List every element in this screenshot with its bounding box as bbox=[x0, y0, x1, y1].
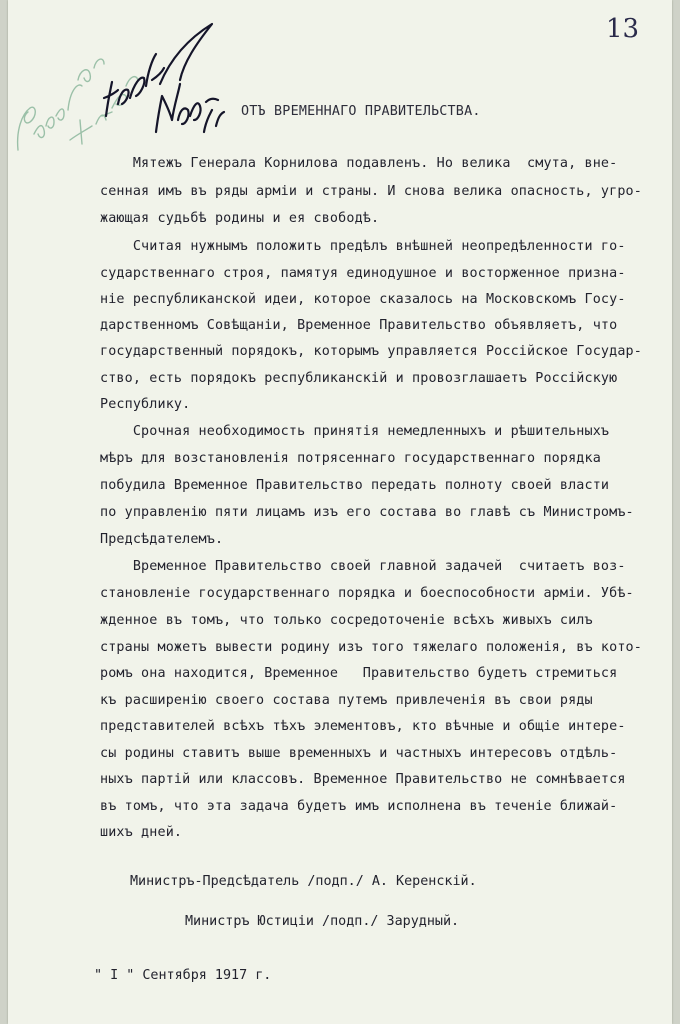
signature-prime-minister: Министръ-Предсѣдатель /подп./ А. Керенскій. bbox=[130, 874, 477, 889]
body-line: шихъ дней. bbox=[100, 825, 183, 840]
body-line: ныхъ партій или классовъ. Временное Правительство не сомнѣвается bbox=[100, 772, 626, 787]
body-line: Предсѣдателемъ. bbox=[100, 532, 224, 547]
body-line: побудила Временное Правительство передать полноту своей власти bbox=[100, 478, 610, 493]
body-line: Мятежъ Генерала Корнилова подавленъ. Но велика смута, вне- bbox=[100, 156, 618, 171]
body-line: мѣръ для возстановленія потрясеннаго государственнаго порядка bbox=[100, 451, 601, 466]
page-number: 13 bbox=[606, 14, 640, 44]
body-line: представителей всѣхъ тѣхъ элементовъ, кто вѣчные и общіе интере- bbox=[100, 719, 626, 734]
body-line: страны можетъ вывести родину изъ того тяжелаго положенія, въ кото- bbox=[100, 640, 642, 655]
body-line: дарственномъ Совѣщаніи, Временное Правительство объявляетъ, что bbox=[100, 318, 618, 333]
handwritten-signature bbox=[100, 20, 230, 150]
body-line: по управленію пяти лицамъ изъ его состава во главѣ съ Министромъ- bbox=[100, 505, 634, 520]
body-line: Республику. bbox=[100, 397, 191, 412]
body-line: ромъ она находится, Временное Правительство будетъ стремиться bbox=[100, 666, 618, 681]
body-line: сенная имъ въ ряды арміи и страны. И снова велика опасность, угро- bbox=[100, 184, 642, 199]
body-line: ство, есть порядокъ республиканскій и провозглашаетъ Россійскую bbox=[100, 371, 618, 386]
document-title: ОТЪ ВРЕМЕННАГО ПРАВИТЕЛЬСТВА. bbox=[241, 104, 481, 119]
body-line: жденное въ томъ, что только сосредоточеніе всѣхъ живыхъ силъ bbox=[100, 613, 593, 628]
body-line: Считая нужнымъ положить предѣлъ внѣшней неопредѣленности го- bbox=[100, 239, 626, 254]
document-date: " I " Сентября 1917 г. bbox=[94, 968, 272, 983]
body-line: въ томъ, что эта задача будетъ имъ исполнена въ теченіе ближай- bbox=[100, 799, 618, 814]
body-line: сударственнаго строя, памятуя единодушное и восторженное призна- bbox=[100, 266, 626, 281]
body-line: Временное Правительство своей главной задачей считаетъ воз- bbox=[100, 559, 626, 574]
body-line: сы родины ставитъ выше временныхъ и частныхъ интересовъ отдѣль- bbox=[100, 746, 618, 761]
body-line: государственный порядокъ, которымъ управляется Россійское Государ- bbox=[100, 344, 642, 359]
body-line: становленіе государственнаго порядка и боеспособности арміи. Убѣ- bbox=[100, 586, 634, 601]
body-line: ніе республиканской идеи, которое сказалось на Московскомъ Госу- bbox=[100, 292, 626, 307]
body-line: жающая судьбѣ родины и ея свободѣ. bbox=[100, 211, 380, 226]
body-line: къ расширенію своего состава путемъ привлеченія въ свои ряды bbox=[100, 693, 593, 708]
document-sheet bbox=[8, 0, 672, 1024]
body-line: Срочная необходимость принятія немедленныхъ и рѣшительныхъ bbox=[100, 424, 610, 439]
signature-justice-minister: Министръ Юстиціи /подп./ Зарудный. bbox=[185, 914, 460, 929]
